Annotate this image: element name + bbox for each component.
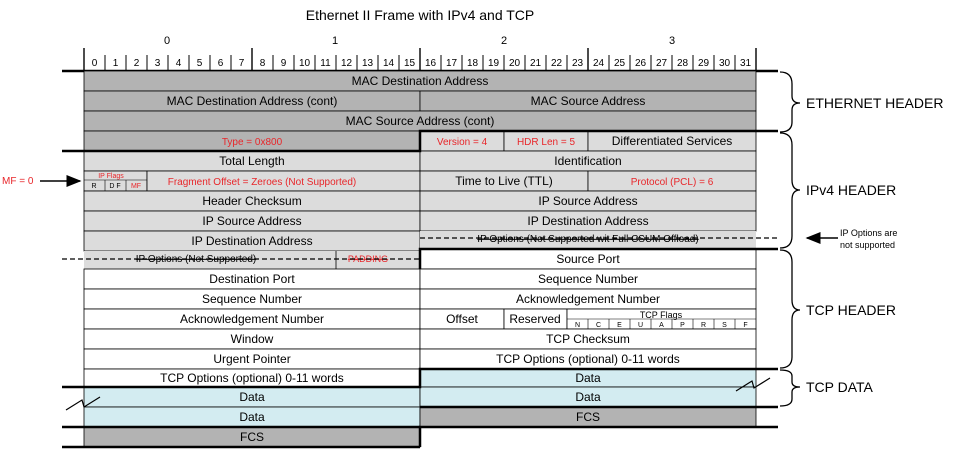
tcp-flag-bit: C <box>595 322 602 329</box>
field-label: Source Port <box>556 252 620 266</box>
field-label: Data <box>575 390 601 404</box>
field-label: Urgent Pointer <box>213 352 291 366</box>
field-label: Destination Port <box>209 272 295 286</box>
field-label: Sequence Number <box>537 272 639 286</box>
field-label: MAC Destination Address (cont) <box>166 94 338 108</box>
octet-label: 3 <box>668 35 676 47</box>
bit-number: 17 <box>445 58 458 69</box>
bit-number: 14 <box>382 58 395 69</box>
tcp-flag-bit: A <box>659 322 664 329</box>
bit-number: 24 <box>592 58 605 69</box>
field-label: IP Destination Address <box>527 214 649 228</box>
field-label: MAC Source Address (cont) <box>345 114 495 128</box>
field-label: Data <box>239 390 265 404</box>
section-label-ipv4: IPv4 HEADER <box>806 182 897 198</box>
field-label: TCP Options (optional) 0-11 words <box>496 352 680 366</box>
field-label: Version = 4 <box>436 137 488 148</box>
brace-ipv4 <box>780 133 800 248</box>
octet-label: 2 <box>500 35 508 47</box>
field-label: Type = 0x800 <box>221 137 283 148</box>
bit-number: 28 <box>676 58 689 69</box>
field-label: Time to Live (TTL) <box>455 174 553 188</box>
tcp-flag-bit: N <box>574 322 581 329</box>
section-label-tcp: TCP HEADER <box>806 302 896 318</box>
field-label: TCP Flags <box>639 310 683 320</box>
bit-number: 29 <box>697 58 710 69</box>
bit-number: 6 <box>217 58 224 69</box>
bit-number: 8 <box>259 58 266 69</box>
bit-ruler <box>84 48 756 71</box>
tcp-flag-bit: F <box>743 322 748 329</box>
bit-number: 5 <box>196 58 203 69</box>
field-label: Acknowledgement Number <box>179 312 325 326</box>
field-label: Fragment Offset = Zeroes (Not Supported) <box>167 177 357 188</box>
field-label: MAC Destination Address <box>351 74 489 88</box>
field-label: HDR Len = 5 <box>516 137 576 148</box>
bit-number: 21 <box>529 58 542 69</box>
field-label: FCS <box>240 430 264 444</box>
field-label: TCP Options (optional) 0-11 words <box>160 371 344 385</box>
bit-number: 12 <box>340 58 353 69</box>
field-label: MAC Source Address <box>530 94 646 108</box>
field-label: Identification <box>554 154 622 168</box>
tcp-flag-bit: S <box>722 322 727 329</box>
bit-number: 7 <box>238 58 245 69</box>
field-label: IP Source Address <box>538 194 638 208</box>
field-label: Total Length <box>219 154 285 168</box>
field-label: IP Options (Not Supported) <box>135 254 257 265</box>
tcp-flag-bit: P <box>680 322 685 329</box>
bit-number: 13 <box>361 58 374 69</box>
section-label-ethernet: ETHERNET HEADER <box>806 95 944 111</box>
bit-number: 0 <box>91 58 98 69</box>
mf-annotation: MF = 0 <box>2 176 34 187</box>
bit-number: 30 <box>718 58 731 69</box>
bit-number: 31 <box>739 58 752 69</box>
field-label: Differentiated Services <box>611 134 733 148</box>
field-label: IP Destination Address <box>191 234 313 248</box>
field-label: Window <box>230 332 274 346</box>
field-label: Header Checksum <box>202 194 302 208</box>
field-label: IP Options (Not Supported wit Full CSUM Offload) <box>477 234 699 245</box>
field-label: Protocol (PCL) = 6 <box>630 177 714 188</box>
octet-label: 1 <box>331 35 339 47</box>
field-label: Acknowledgement Number <box>515 292 661 306</box>
ip-options-note: not supported <box>840 240 896 250</box>
bit-number: 16 <box>424 58 437 69</box>
bit-number: 9 <box>280 58 287 69</box>
tcp-flag-bit: R <box>700 322 707 329</box>
bit-number: 19 <box>487 58 500 69</box>
brace-tcp-data <box>780 370 800 406</box>
diagram-title: Ethernet II Frame with IPv4 and TCP <box>305 7 535 23</box>
bit-number: 4 <box>175 58 182 69</box>
bit-number: 22 <box>550 58 563 69</box>
bit-number: 2 <box>133 58 140 69</box>
octet-labels <box>164 35 675 47</box>
field-label: PADDING <box>347 254 389 264</box>
field-label: IP Flags <box>98 173 124 180</box>
field-label: IP Source Address <box>202 214 302 228</box>
brace-tcp <box>780 250 800 368</box>
bit-number: 23 <box>571 58 584 69</box>
boundary-data-fcs <box>420 427 778 447</box>
field-label: Reserved <box>509 312 561 326</box>
bit-number: 11 <box>320 58 331 69</box>
tcp-flag-bit: U <box>637 322 644 329</box>
bit-number: 20 <box>508 58 521 69</box>
field-label: TCP Checksum <box>546 332 630 346</box>
bit-number: 25 <box>613 58 626 69</box>
flag-bit-label: D F <box>109 183 121 190</box>
field-label: Data <box>239 410 265 424</box>
flag-bit-label: R <box>91 183 97 190</box>
field-label: FCS <box>576 410 600 424</box>
flag-bit-label: MF <box>130 183 142 190</box>
section-braces <box>780 72 800 406</box>
field-label: Offset <box>446 312 478 326</box>
tcp-flag-bit: E <box>617 322 622 329</box>
ip-options-note: IP Options are <box>840 228 898 238</box>
bit-number: 18 <box>466 58 479 69</box>
bit-number: 1 <box>112 58 119 69</box>
octet-label: 0 <box>163 35 171 47</box>
bit-number: 27 <box>655 58 668 69</box>
bit-number: 3 <box>154 58 161 69</box>
tcp-header-rows <box>84 249 756 387</box>
bit-number: 26 <box>634 58 647 69</box>
brace-ethernet <box>780 72 800 132</box>
section-label-tcp-data: TCP DATA <box>806 379 873 395</box>
field-label: Data <box>575 371 601 385</box>
bit-number: 15 <box>403 58 416 69</box>
bit-number: 10 <box>298 58 311 69</box>
field-label: Sequence Number <box>201 292 303 306</box>
